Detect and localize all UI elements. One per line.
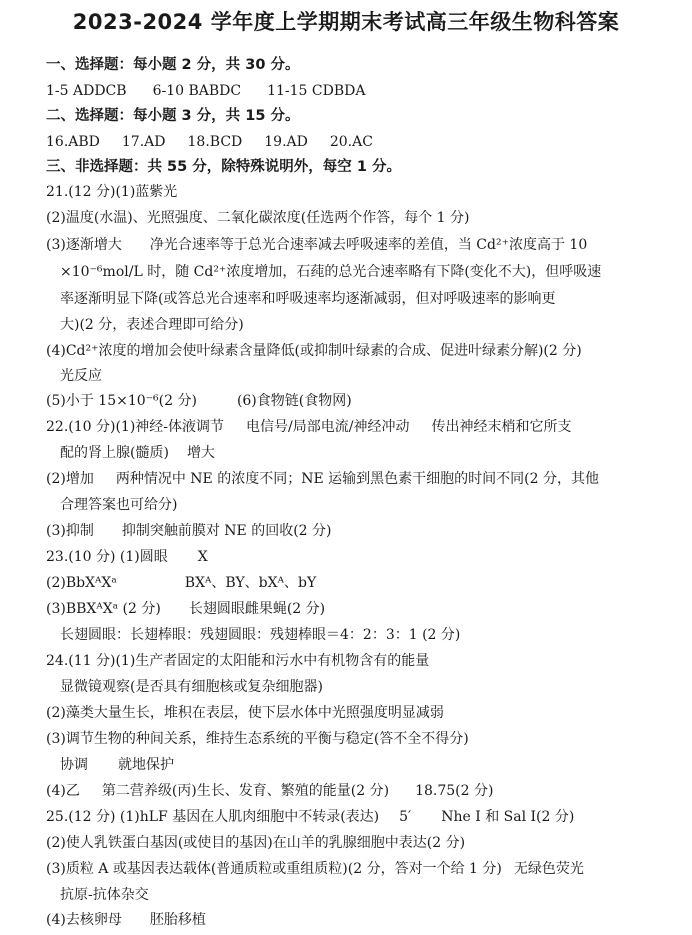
answer-line: 率逐渐明显下降(或答总光合速率和呼吸速率均逐渐减弱，但对呼吸速率的影响更 <box>60 291 556 307</box>
answer-segment: 两种情况中 NE 的浓度不同；NE 运输到黑色素干细胞的时间不同(2 分，其他 <box>115 471 599 487</box>
mc1-group-1: 1-5 ADDCB <box>46 83 127 99</box>
answer-line <box>46 782 493 800</box>
mc2-item-16: 16.ABD <box>46 134 100 150</box>
answer-segment: (3)质粒 A 或基因表达载体(普通质粒或重组质粒)(2 分，答对一个给 1 分) <box>46 861 502 877</box>
answer-line <box>46 548 208 566</box>
answer-segment: 长翅圆眼雌果蝇(2 分) <box>188 601 326 617</box>
section-heading-1: 一、选择题：每小题 2 分，共 30 分。 <box>46 57 300 73</box>
answer-segment: BXᴬ、BY、bXᴬ、bY <box>184 575 317 591</box>
answer-segment: 就地保护 <box>118 757 174 773</box>
answer-line: (2)使人乳铁蛋白基因(或使目的基因)在山羊的乳腺细胞中表达(2 分) <box>46 835 466 851</box>
answer-segment: 电信号/局部电流/神经冲动 <box>246 419 410 435</box>
answer-segment: 协调 <box>60 757 88 773</box>
mc1-group-3: 11-15 CDBDA <box>267 83 366 99</box>
answer-segment: 传出神经末梢和它所支 <box>431 419 572 435</box>
answer-segment: (2)BbXᴬXᵃ <box>46 575 117 591</box>
answer-line: ×10⁻⁶mol/L 时，随 Cd²⁺浓度增加，石莼的总光合速率略有下降(变化不大)，但呼吸速 <box>60 264 602 280</box>
answer-segment: 胚胎移植 <box>149 912 206 928</box>
answer-segment: (6)食物链(食物网) <box>236 393 352 409</box>
answer-line: 合理答案也可给分) <box>60 497 178 513</box>
answer-line <box>46 392 352 410</box>
answer-line: 长翅圆眼：长翅棒眼：残翅圆眼：残翅棒眼＝4：2：3：1 (2 分) <box>60 627 461 643</box>
answer-segment: 净光合速率等于总光合速率减去呼吸速率的差值，当 Cd²⁺浓度高于 10 <box>149 237 588 253</box>
answer-segment: (3)逐渐增大 <box>46 237 122 253</box>
answer-segment: 第二营养级(丙)生长、发育、繁殖的能量(2 分) <box>101 783 390 799</box>
answer-line <box>46 911 206 929</box>
answer-segment: 配的肾上腺(髓质) <box>60 445 169 461</box>
answer-line: 光反应 <box>60 368 102 384</box>
answer-segment: 25.(12 分) (1)hLF 基因在人肌肉细胞中不转录(表达) <box>46 809 380 825</box>
answer-line <box>46 808 574 826</box>
answer-line <box>46 522 332 540</box>
answer-line <box>46 236 587 254</box>
answer-segment: 5′ <box>399 809 412 825</box>
answer-line <box>46 600 325 618</box>
answer-line: (4)Cd²⁺浓度的增加会使叶绿素含量降低(或抑制叶绿素的合成、促进叶绿素分解)(2 分) <box>46 343 582 359</box>
answer-line <box>60 444 215 462</box>
answer-line: 抗原-抗体杂交 <box>60 887 149 903</box>
answer-segment: (2)增加 <box>46 471 94 487</box>
answer-line: 21.(12 分)(1)蓝紫光 <box>46 184 178 200</box>
answer-line-mc1 <box>46 82 365 100</box>
answer-segment: Nhe I 和 Sal I(2 分) <box>441 809 575 825</box>
answer-line <box>46 574 316 592</box>
answer-segment: 抑制突触前膜对 NE 的回收(2 分) <box>121 523 332 539</box>
mc2-item-20: 20.AC <box>329 134 373 150</box>
answer-segment: X <box>197 549 208 565</box>
answer-segment: (4)去核卵母 <box>46 912 122 928</box>
answer-line-mc2 <box>46 133 373 151</box>
answer-line: (2)藻类大量生长，堆积在表层，使下层水体中光照强度明显减弱 <box>46 705 444 721</box>
answer-line: (3)调节生物的种间关系，维持生态系统的平衡与稳定(答不全不得分) <box>46 731 469 747</box>
mc2-item-18: 18.BCD <box>187 134 243 150</box>
answer-line: 显微镜观察(是否具有细胞核或复杂细胞器) <box>60 679 323 695</box>
answer-segment: (3)BBXᴬXᵃ (2 分) <box>46 601 161 617</box>
section-heading-3: 三、非选择题：共 55 分，除特殊说明外，每空 1 分。 <box>46 159 401 175</box>
answer-line <box>46 470 599 488</box>
section-heading-2: 二、选择题：每小题 3 分，共 15 分。 <box>46 108 300 124</box>
answer-segment: (5)小于 15×10⁻⁶(2 分) <box>46 393 197 409</box>
answer-line <box>46 860 584 878</box>
answer-line <box>46 418 571 436</box>
answer-segment: 18.75(2 分) <box>415 783 494 799</box>
answer-line: 大)(2 分，表述合理即可给分) <box>60 317 244 333</box>
answer-segment: (3)抑制 <box>46 523 94 539</box>
page-title: 2023-2024 学年度上学期期末考试高三年级生物科答案 <box>72 10 620 34</box>
answer-segment: 无绿色荧光 <box>513 861 584 877</box>
answer-line <box>60 756 174 774</box>
mc1-group-2: 6-10 BABDC <box>152 83 242 99</box>
answer-line: 24.(11 分)(1)生产者固定的太阳能和污水中有机物含有的能量 <box>46 653 430 669</box>
mc2-item-19: 19.AD <box>264 134 308 150</box>
answer-segment: 23.(10 分) (1)圆眼 <box>46 549 168 565</box>
answer-segment: 22.(10 分)(1)神经-体液调节 <box>46 419 225 435</box>
answer-segment: (4)乙 <box>46 783 80 799</box>
answer-line: (2)温度(水温)、光照强度、二氧化碳浓度(任选两个作答，每个 1 分) <box>46 210 470 226</box>
answer-segment: 增大 <box>186 445 215 461</box>
mc2-item-17: 17.AD <box>121 134 166 150</box>
